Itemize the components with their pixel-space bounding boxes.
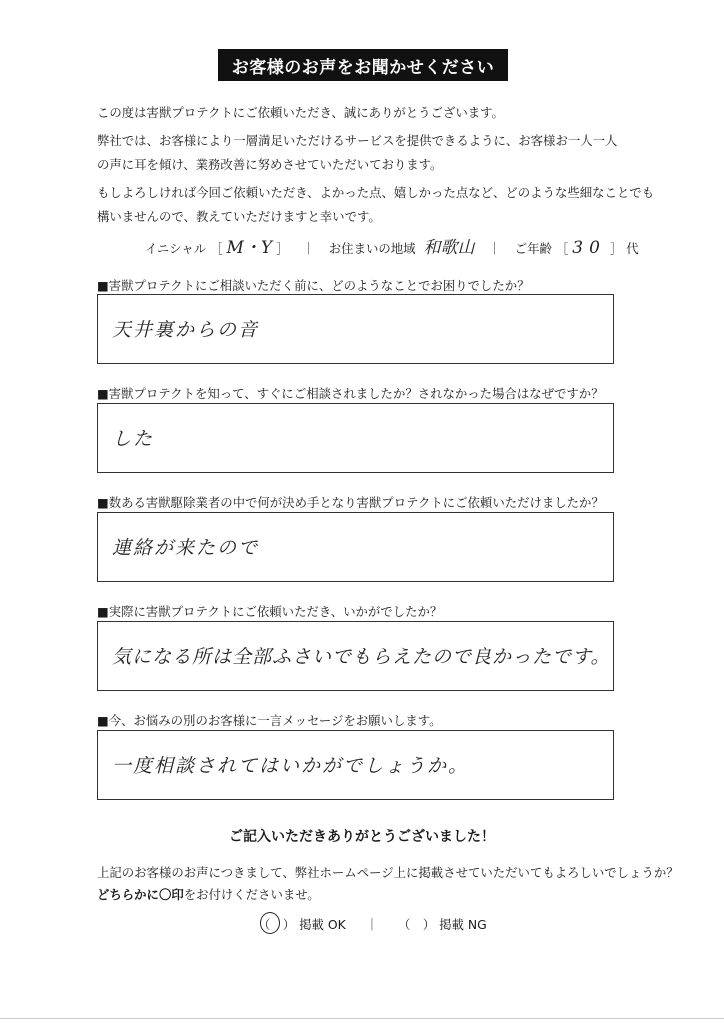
page-edge xyxy=(0,1018,724,1019)
intro-line: の声に耳を傾け、業務改善に努めさせていただいております。 xyxy=(97,157,443,172)
age-suffix: 代 xyxy=(626,241,639,256)
answer-box-2 xyxy=(97,403,614,473)
age-open-bracket: ［ xyxy=(555,241,569,256)
info-separator: ｜ xyxy=(488,241,501,256)
initial-open-bracket: ［ xyxy=(210,241,223,256)
publish-ng-option[interactable] xyxy=(398,915,487,933)
question-1-label: ■害獣プロテクトにご相談いただく前に、どのようなことでお困りでしたか？ xyxy=(97,278,530,293)
ng-parentheses: （ ） xyxy=(398,917,436,932)
area-value: 和歌山 xyxy=(423,238,475,258)
answer-box-4 xyxy=(97,621,614,691)
age-close-bracket: ］ xyxy=(609,241,623,256)
permission-line-1: 上記のお客様のお声につきまして、弊社ホームページ上に掲載させていただいてもよろしいでしょうか？ xyxy=(97,865,679,880)
page-title: お客様のお声をお聞かせください xyxy=(218,49,508,81)
answer-1-text: 天井裏からの音 xyxy=(112,319,260,341)
publish-choices xyxy=(258,915,487,933)
ng-label: 掲載 NG xyxy=(439,917,487,932)
initial-close-bracket: ］ xyxy=(276,241,289,256)
intro-line: この度は害獣プロテクトにご依頼いただき、誠にありがとうございます。 xyxy=(97,105,504,120)
intro-line: もしよろしければ今回ご依頼いただき、よかった点、嬉しかった点など、どのような些細なことでも xyxy=(97,185,655,200)
choice-separator: ｜ xyxy=(365,917,379,932)
ok-label: 掲載 OK xyxy=(299,917,346,932)
answer-5-text: 一度相談されてはいかがでしょうか。 xyxy=(112,755,470,777)
thanks-message: ご記入いただきありがとうございました！ xyxy=(229,829,495,845)
permission-request xyxy=(97,862,679,906)
publish-ok-option[interactable] xyxy=(258,915,346,933)
answer-box-3 xyxy=(97,512,614,582)
info-separator: ｜ xyxy=(302,241,315,256)
initial-value: M・Y xyxy=(226,238,273,258)
permission-rest: をお付けくださいませ。 xyxy=(183,887,320,902)
answer-box-5 xyxy=(97,730,614,800)
permission-bold-mark: 印 xyxy=(171,887,184,902)
question-2-label: ■害獣プロテクトを知って、すぐにご相談されましたか？されなかった場合はなぜですか？ xyxy=(97,386,604,401)
question-5-label: ■今、お悩みの別のお客様に一言メッセージをお願いします。 xyxy=(97,713,442,728)
handwritten-circle-mark xyxy=(260,912,280,934)
intro-line: 構いませんので、教えていただけますと幸いです。 xyxy=(97,209,381,224)
question-4-label: ■実際に害獣プロテクトにご依頼いただき、いかがでしたか？ xyxy=(97,604,443,619)
answer-4-text: 気になる所は全部ふさいでもらえたので良かったです。 xyxy=(112,646,611,668)
permission-line-2 xyxy=(97,884,679,906)
permission-bold-text: どちらかに xyxy=(97,887,159,902)
answer-box-1 xyxy=(97,294,614,364)
initial-label: イニシャル xyxy=(145,241,207,256)
intro-text xyxy=(97,101,657,229)
circle-symbol: 〇 xyxy=(158,887,172,902)
ok-parentheses: （ ） xyxy=(258,917,296,932)
area-label: お住まいの地域 xyxy=(328,241,416,256)
age-label: ご年齢 xyxy=(514,241,552,256)
customer-info xyxy=(145,233,639,258)
age-value: 30 xyxy=(572,238,606,258)
question-3-label: ■数ある害獣駆除業者の中で何が決め手となり害獣プロテクトにご依頼いただけましたか？ xyxy=(97,495,604,510)
answer-3-text: 連絡が来たので xyxy=(112,537,260,559)
intro-line: 弊社では、お客様により一層満足いただけるサービスを提供できるように、お客様お一人一人 xyxy=(97,133,618,148)
answer-2-text: した xyxy=(112,428,155,450)
